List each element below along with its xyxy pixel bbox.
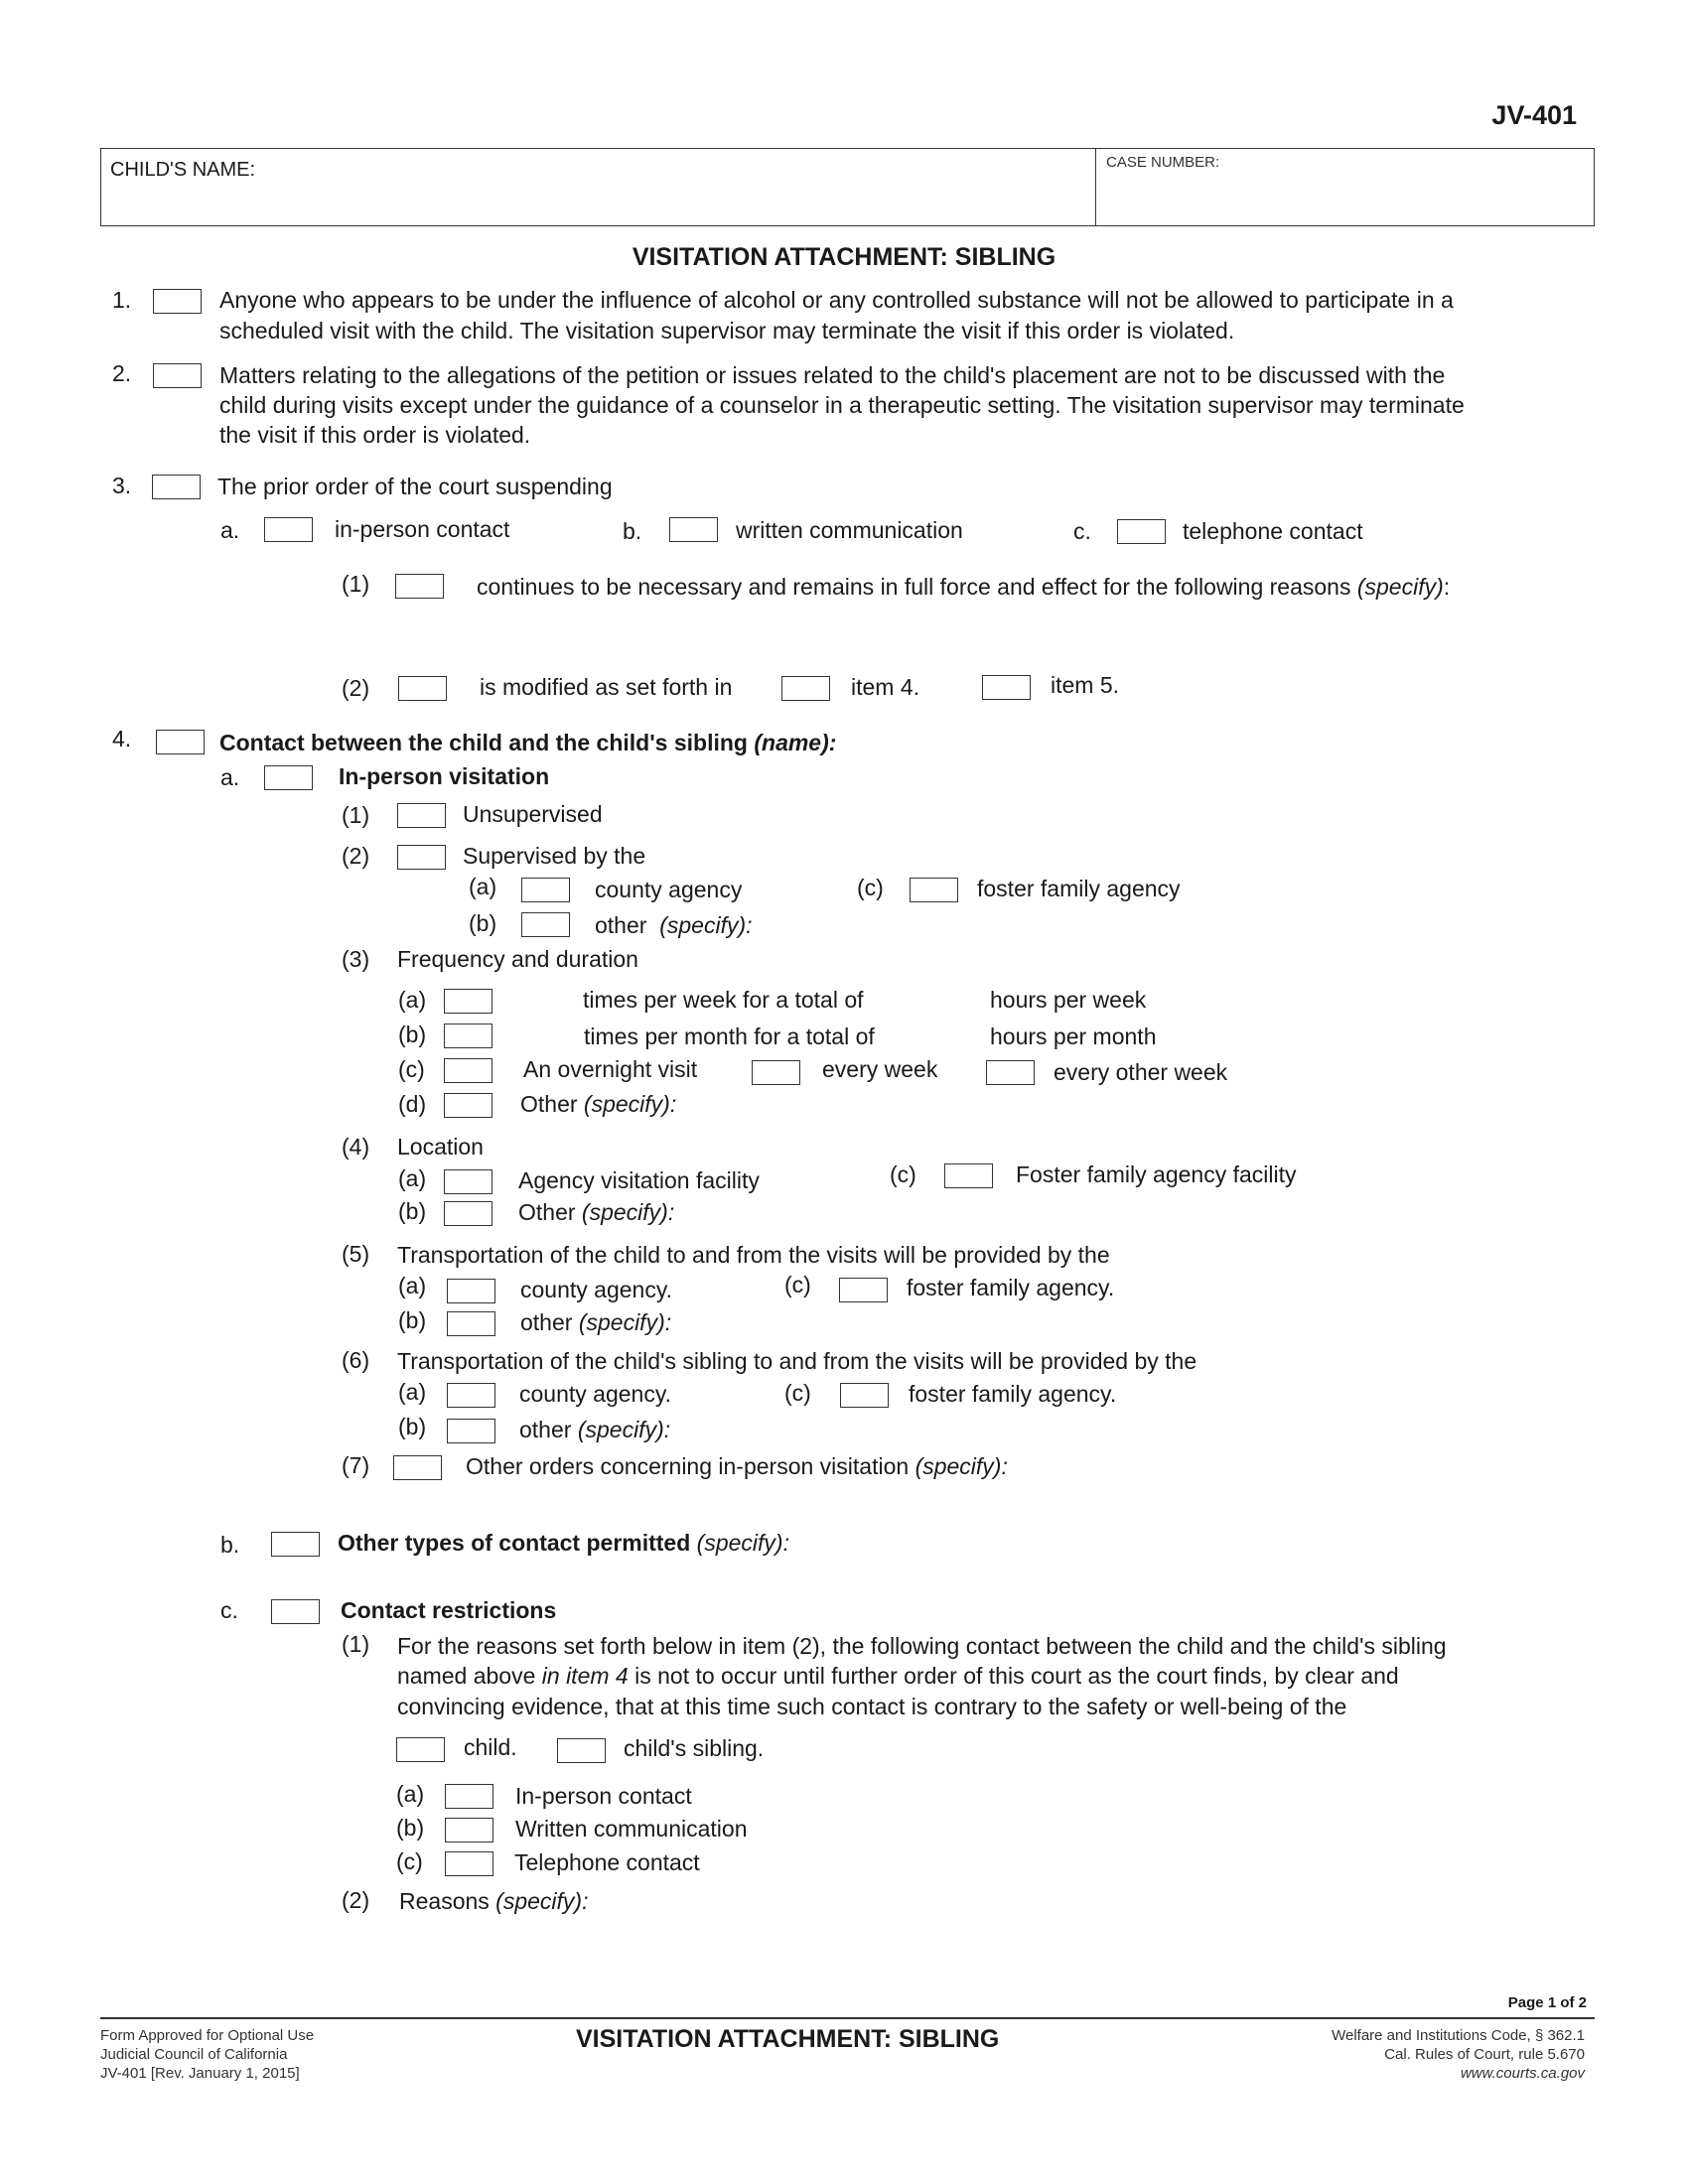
item-4a3c-every-week-text: every week bbox=[822, 1056, 938, 1082]
item-4a3-label: (3) bbox=[342, 946, 370, 972]
item-4-number: 4. bbox=[112, 726, 132, 751]
item-4a3a-checkbox[interactable] bbox=[444, 989, 492, 1014]
item-3-2-label: (2) bbox=[342, 675, 370, 701]
item-3b-label: b. bbox=[623, 518, 642, 544]
item-4a3a-text: times per week for a total of bbox=[583, 987, 864, 1013]
item-4a6c-text: foster family agency. bbox=[909, 1381, 1117, 1407]
item-4a5a-checkbox[interactable] bbox=[447, 1279, 495, 1303]
item-4c2-text: Reasons (specify): bbox=[399, 1888, 589, 1914]
item-4a6a-checkbox[interactable] bbox=[447, 1383, 495, 1408]
item-4a7-text: Other orders concerning in-person visitation (specify): bbox=[466, 1453, 1008, 1479]
item-4a1-text: Unsupervised bbox=[463, 801, 603, 827]
item-4c2-label: (2) bbox=[342, 1887, 370, 1913]
item-4a5a-text: county agency. bbox=[520, 1277, 673, 1302]
item-4a6c-checkbox[interactable] bbox=[840, 1383, 889, 1408]
item-4a3d-label: (d) bbox=[398, 1091, 427, 1117]
item-4c1-sibling-text: child's sibling. bbox=[624, 1735, 765, 1761]
item-4a3d-checkbox[interactable] bbox=[444, 1093, 492, 1118]
item-4a5c-label: (c) bbox=[784, 1272, 811, 1297]
item-4a4b-checkbox[interactable] bbox=[444, 1201, 492, 1226]
page-number: Page 1 of 2 bbox=[1507, 1994, 1587, 2011]
item-4b-label: b. bbox=[220, 1532, 240, 1558]
item-3-2-item5-checkbox[interactable] bbox=[982, 675, 1031, 700]
item-4a7-checkbox[interactable] bbox=[393, 1455, 442, 1480]
item-4a2a-text: county agency bbox=[595, 877, 743, 902]
item-4-title: Contact between the child and the child's sibling (name): bbox=[219, 730, 837, 755]
item-3-2-item4-checkbox[interactable] bbox=[781, 676, 830, 701]
item-4a5b-label: (b) bbox=[398, 1307, 427, 1333]
item-1-checkbox[interactable] bbox=[153, 289, 202, 314]
item-4a2c-text: foster family agency bbox=[977, 876, 1181, 901]
item-3a-checkbox[interactable] bbox=[264, 517, 313, 542]
item-4a6b-text: other (specify): bbox=[519, 1417, 671, 1442]
item-4-checkbox[interactable] bbox=[156, 730, 205, 754]
form-number: JV-401 bbox=[1491, 100, 1577, 130]
item-4c1a-label: (a) bbox=[396, 1781, 425, 1807]
item-4a5-label: (5) bbox=[342, 1241, 370, 1267]
footer-right-line2: Cal. Rules of Court, rule 5.670 bbox=[1384, 2046, 1585, 2063]
item-4a3c-every-week-checkbox[interactable] bbox=[752, 1060, 800, 1085]
item-4a2a-checkbox[interactable] bbox=[521, 878, 570, 902]
item-4a3c-checkbox[interactable] bbox=[444, 1058, 492, 1083]
item-3-2-checkbox[interactable] bbox=[398, 676, 447, 701]
item-4a3c-every-other-week-checkbox[interactable] bbox=[986, 1060, 1035, 1085]
item-4c-title: Contact restrictions bbox=[341, 1597, 557, 1623]
item-4c1c-label: (c) bbox=[396, 1848, 423, 1874]
item-2-number: 2. bbox=[112, 360, 132, 386]
item-4a4c-checkbox[interactable] bbox=[944, 1163, 993, 1188]
item-4a5b-text: other (specify): bbox=[520, 1309, 672, 1335]
item-4c1a-text: In-person contact bbox=[515, 1783, 692, 1809]
item-4a3b-hours: hours per month bbox=[990, 1024, 1157, 1049]
item-4a1-checkbox[interactable] bbox=[397, 803, 446, 828]
item-4a4b-label: (b) bbox=[398, 1198, 427, 1224]
childs-name-label: CHILD'S NAME: bbox=[110, 159, 256, 181]
footer-title: VISITATION ATTACHMENT: SIBLING bbox=[576, 2025, 1000, 2053]
item-4a2b-text: other (specify): bbox=[595, 912, 753, 938]
item-4a4c-text: Foster family agency facility bbox=[1016, 1161, 1297, 1187]
item-4a6a-label: (a) bbox=[398, 1379, 427, 1405]
item-4a6a-text: county agency. bbox=[519, 1381, 672, 1407]
item-4a1-label: (1) bbox=[342, 802, 370, 828]
item-3a-label: a. bbox=[220, 517, 240, 543]
item-4c1-sibling-checkbox[interactable] bbox=[557, 1738, 606, 1763]
item-4c1-child-text: child. bbox=[464, 1734, 517, 1760]
item-4a4a-text: Agency visitation facility bbox=[518, 1167, 760, 1193]
item-4a3c-every-other-week-text: every other week bbox=[1054, 1059, 1228, 1085]
item-1-line2: scheduled visit with the child. The visitation supervisor may terminate the visit if this order is violated. bbox=[219, 318, 1235, 343]
item-4c-checkbox[interactable] bbox=[271, 1599, 320, 1624]
item-3-checkbox[interactable] bbox=[152, 475, 201, 499]
item-4a4a-checkbox[interactable] bbox=[444, 1169, 492, 1194]
item-4a3a-hours: hours per week bbox=[990, 987, 1147, 1013]
item-4c1b-label: (b) bbox=[396, 1815, 425, 1841]
item-4a4c-label: (c) bbox=[890, 1161, 916, 1187]
item-4a3c-label: (c) bbox=[398, 1056, 425, 1082]
item-4b-checkbox[interactable] bbox=[271, 1532, 320, 1557]
item-4a6-label: (6) bbox=[342, 1347, 370, 1373]
item-3-2-text: is modified as set forth in bbox=[480, 674, 733, 700]
item-2-line2: child during visits except under the guidance of a counselor in a therapeutic setting. The visitation supervisor may terminate bbox=[219, 392, 1465, 418]
item-3b-text: written communication bbox=[736, 517, 963, 543]
item-4a-title: In-person visitation bbox=[339, 763, 550, 789]
item-3c-text: telephone contact bbox=[1183, 518, 1363, 544]
item-4a5c-checkbox[interactable] bbox=[839, 1278, 888, 1302]
item-4a2b-label: (b) bbox=[469, 910, 497, 936]
item-2-line1: Matters relating to the allegations of the petition or issues related to the child's placement are not to be discussed with the bbox=[219, 362, 1446, 388]
item-4c1a-checkbox[interactable] bbox=[445, 1784, 493, 1809]
item-4a-checkbox[interactable] bbox=[264, 765, 313, 790]
item-4c1-line3: convincing evidence, that at this time such contact is contrary to the safety or well-being of the bbox=[397, 1694, 1347, 1719]
item-4a3c-text: An overnight visit bbox=[523, 1056, 698, 1082]
item-4a4-label: (4) bbox=[342, 1134, 370, 1160]
item-1-line1: Anyone who appears to be under the influence of alcohol or any controlled substance will not be allowed to participate in a bbox=[219, 287, 1454, 313]
case-number-label: CASE NUMBER: bbox=[1106, 154, 1220, 171]
item-4a4a-label: (a) bbox=[398, 1165, 427, 1191]
item-4a7-label: (7) bbox=[342, 1452, 370, 1478]
item-4a3d-text: Other (specify): bbox=[520, 1091, 677, 1117]
item-3c-label: c. bbox=[1073, 518, 1091, 544]
item-4a2c-checkbox[interactable] bbox=[910, 878, 958, 902]
item-4a3-text: Frequency and duration bbox=[397, 946, 638, 972]
item-1-number: 1. bbox=[112, 287, 132, 313]
item-4a5-text: Transportation of the child to and from the visits will be provided by the bbox=[397, 1242, 1110, 1268]
case-number-field[interactable] bbox=[1104, 179, 1581, 220]
item-4a2b-checkbox[interactable] bbox=[521, 912, 570, 937]
item-2-checkbox[interactable] bbox=[153, 363, 202, 388]
header-divider bbox=[1095, 148, 1096, 226]
item-4a2c-label: (c) bbox=[857, 875, 884, 900]
item-4a3b-text: times per month for a total of bbox=[584, 1024, 875, 1049]
item-4a6-text: Transportation of the child's sibling to and from the visits will be provided by the bbox=[397, 1348, 1197, 1374]
item-4c1-line2: named above in item 4 is not to occur until further order of this court as the court finds, by clear and bbox=[397, 1663, 1399, 1689]
footer-website-link[interactable]: www.courts.ca.gov bbox=[1460, 2065, 1585, 2082]
item-4a6b-checkbox[interactable] bbox=[447, 1419, 495, 1443]
item-4c1-label: (1) bbox=[342, 1631, 370, 1657]
item-4c1c-text: Telephone contact bbox=[514, 1849, 700, 1875]
item-3b-checkbox[interactable] bbox=[669, 517, 718, 542]
item-3-text: The prior order of the court suspending bbox=[217, 474, 613, 499]
footer-rule bbox=[100, 2017, 1595, 2019]
item-4c1-line1: For the reasons set forth below in item (2), the following contact between the child and the child's sibling bbox=[397, 1633, 1447, 1659]
item-3-1-text: continues to be necessary and remains in full force and effect for the following reasons (specify): bbox=[477, 574, 1451, 600]
item-3-1-checkbox[interactable] bbox=[395, 574, 444, 599]
item-4a6c-label: (c) bbox=[784, 1380, 811, 1406]
item-4a6b-label: (b) bbox=[398, 1414, 427, 1439]
item-4a5b-checkbox[interactable] bbox=[447, 1311, 495, 1336]
item-4c1b-text: Written communication bbox=[515, 1816, 748, 1842]
item-3c-checkbox[interactable] bbox=[1117, 519, 1166, 544]
footer-left-line2: Judicial Council of California bbox=[100, 2046, 288, 2063]
footer-right-line1: Welfare and Institutions Code, § 362.1 bbox=[1332, 2027, 1585, 2044]
item-3a-text: in-person contact bbox=[335, 516, 510, 542]
item-3-1-label: (1) bbox=[342, 571, 370, 597]
item-4a4-text: Location bbox=[397, 1134, 484, 1160]
item-4c-label: c. bbox=[220, 1597, 238, 1623]
childs-name-field[interactable] bbox=[119, 187, 1072, 220]
item-4a3a-label: (a) bbox=[398, 987, 427, 1013]
item-4a2-text: Supervised by the bbox=[463, 843, 646, 869]
item-3-2-item5-text: item 5. bbox=[1051, 672, 1120, 698]
item-4a-label: a. bbox=[220, 764, 240, 790]
footer-left-line3: JV-401 [Rev. January 1, 2015] bbox=[100, 2065, 300, 2082]
item-3-2-item4-text: item 4. bbox=[851, 674, 920, 700]
item-4c1c-checkbox[interactable] bbox=[445, 1851, 493, 1876]
item-4c1b-checkbox[interactable] bbox=[445, 1818, 493, 1843]
footer-left-line1: Form Approved for Optional Use bbox=[100, 2027, 315, 2044]
item-2-line3: the visit if this order is violated. bbox=[219, 422, 531, 448]
item-3-number: 3. bbox=[112, 473, 132, 498]
item-4c1-child-checkbox[interactable] bbox=[396, 1737, 445, 1762]
item-4a3b-checkbox[interactable] bbox=[444, 1024, 492, 1048]
item-4a2-label: (2) bbox=[342, 843, 370, 869]
item-4a2a-label: (a) bbox=[469, 874, 497, 899]
item-4a2-checkbox[interactable] bbox=[397, 845, 446, 870]
item-4a5c-text: foster family agency. bbox=[907, 1275, 1115, 1300]
item-4a3b-label: (b) bbox=[398, 1022, 427, 1047]
item-4b-title: Other types of contact permitted (specify): bbox=[338, 1530, 789, 1556]
item-4a4b-text: Other (specify): bbox=[518, 1199, 675, 1225]
page-title: VISITATION ATTACHMENT: SIBLING bbox=[632, 243, 1056, 271]
item-4a5a-label: (a) bbox=[398, 1273, 427, 1298]
